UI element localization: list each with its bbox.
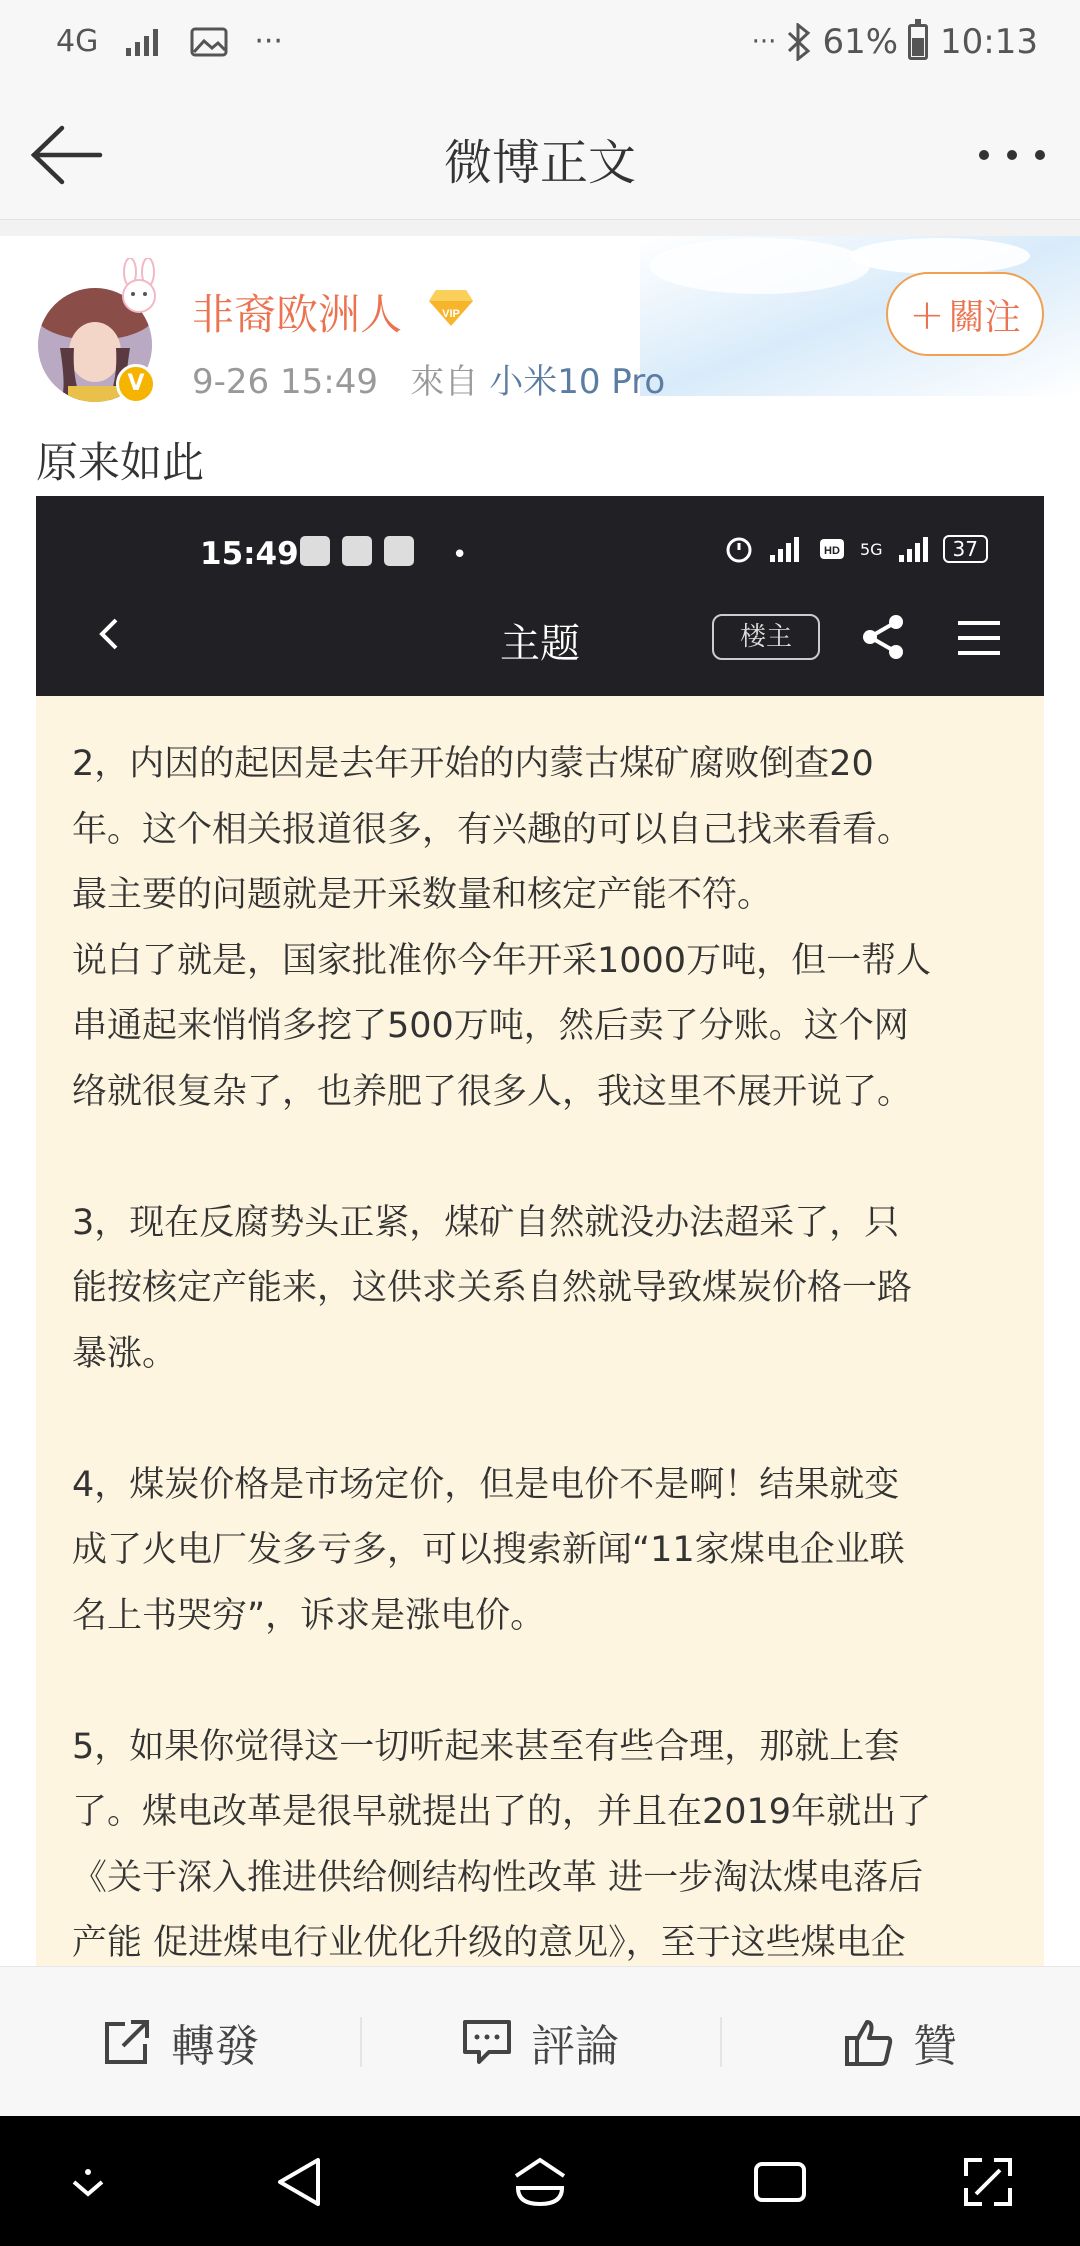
post-text: 原来如此: [36, 438, 205, 487]
vip-diamond-icon[interactable]: [428, 286, 474, 328]
battery-icon: [908, 24, 928, 60]
embedded-title: 主题: [500, 621, 580, 667]
embedded-battery: 37: [943, 535, 988, 563]
paragraph-gap: [72, 1649, 1012, 1715]
article-line: 能按核定产能来，这供求关系自然就导致煤炭价格一路: [72, 1268, 913, 1308]
comment-button[interactable]: [360, 1967, 720, 2116]
article-line: 5，如果你觉得这一切听起来甚至有些合理，那就上套: [72, 1726, 900, 1767]
expand-icon[interactable]: [958, 2152, 1018, 2212]
action-bar: [0, 1966, 1080, 2116]
owner-only-badge: 楼主: [712, 614, 820, 660]
chevron-down-icon[interactable]: [58, 2152, 118, 2212]
gallery-icon: [190, 26, 228, 58]
signal-icon: [897, 535, 929, 563]
embedded-notification-icons: [300, 536, 414, 566]
svg-text:VIP: VIP: [442, 308, 460, 320]
article-line: 3，现在反腐势头正紧，煤矿自然就没办法超采了，只: [72, 1202, 900, 1243]
paragraph-gap: [72, 1125, 1012, 1191]
article-line: 年。这个相关报道很多，有兴趣的可以自己找来看看。: [72, 809, 913, 850]
repost-button[interactable]: [0, 1967, 360, 2116]
svg-text:HD: HD: [824, 545, 840, 557]
comment-icon: [461, 2016, 513, 2068]
thumbs-up-icon: [843, 2016, 895, 2068]
bluetooth-icon: [786, 23, 812, 61]
status-bar: [0, 0, 1080, 90]
embedded-dot: •: [452, 540, 468, 570]
network-indicator: 4G: [56, 24, 99, 59]
comment-label: 評論: [531, 2020, 619, 2072]
status-dots: ···: [751, 27, 777, 57]
post-source[interactable]: 小米10 Pro: [489, 362, 666, 402]
alarm-icon: [724, 534, 754, 564]
status-right: [752, 22, 1038, 62]
article-line: 说白了就是，国家批准你今年开采1000万吨，但一帮人: [72, 940, 932, 981]
battery-percent: 61%: [822, 22, 899, 62]
article-line: 名上书哭穷”，诉求是涨电价。: [72, 1595, 546, 1636]
share-icon: [858, 612, 908, 662]
mi-app-icon: [384, 536, 414, 566]
home-icon[interactable]: [510, 2152, 570, 2212]
embedded-article-text: [72, 732, 1012, 1966]
article-line: 暴涨。: [72, 1333, 178, 1374]
follow-button[interactable]: [886, 272, 1044, 356]
plus-icon: +: [909, 289, 945, 339]
post-card: [0, 236, 1080, 1966]
verified-badge-icon: V: [116, 364, 156, 404]
article-line: 2，内因的起因是去年开始的内蒙古煤矿腐败倒查20: [72, 744, 874, 784]
message-icon: [300, 536, 330, 566]
user-name[interactable]: 非裔欧洲人: [192, 290, 403, 339]
article-line: 最主要的问题就是开采数量和核定产能不符。: [72, 875, 773, 915]
article-line: 络就很复杂了，也养肥了很多人，我这里不展开说了。: [72, 1071, 913, 1112]
article-line: 产能 促进煤电行业优化升级的意见》，至于这些煤电企: [72, 1923, 906, 1963]
menu-icon: [956, 618, 1002, 658]
embedded-status-right: [724, 534, 988, 564]
back-triangle-icon[interactable]: [270, 2152, 330, 2212]
from-label: 來自: [410, 362, 479, 402]
post-meta: [192, 354, 665, 403]
article-line: 4，煤炭价格是市场定价，但是电价不是啊！结果就变: [72, 1464, 900, 1505]
like-button[interactable]: [720, 1967, 1080, 2116]
repost-label: 轉發: [171, 2020, 259, 2072]
article-line: 成了火电厂发多亏多，可以搜索新闻“11家煤电企业联: [72, 1530, 905, 1570]
paragraph-gap: [72, 1387, 1012, 1453]
embedded-clock: 15:49: [200, 536, 299, 572]
signal-icon: [768, 535, 804, 563]
more-dots-icon[interactable]: [972, 120, 1052, 190]
embedded-header: [36, 496, 1044, 696]
repost-icon: [101, 2016, 153, 2068]
embedded-screenshot[interactable]: [36, 496, 1044, 1966]
system-nav-bar: [0, 2116, 1080, 2246]
like-label: 贊: [913, 2020, 957, 2072]
article-line: 串通起来悄悄多挖了500万吨，然后卖了分账。这个网: [72, 1006, 909, 1046]
avatar-area[interactable]: [38, 258, 160, 398]
article-line: 了。煤电改革是很早就提出了的，并且在2019年就出了: [72, 1792, 932, 1832]
bunny-decoration-icon: [116, 258, 162, 314]
signal-icon: [124, 26, 164, 58]
title-bar: [0, 90, 1080, 220]
clock: 10:13: [940, 22, 1038, 62]
status-left: [56, 24, 283, 59]
article-line: 《关于深入推进供给侧结构性改革 进一步淘汰煤电落后: [72, 1857, 924, 1898]
hd-icon: [818, 535, 846, 563]
page-title: 微博正文: [443, 135, 636, 191]
more-notifications: ···: [254, 24, 283, 59]
recent-apps-icon[interactable]: [750, 2152, 810, 2212]
post-date: 9-26 15:49: [192, 362, 378, 402]
mi-app-icon: [342, 536, 372, 566]
embedded-network: 5G: [859, 539, 883, 559]
follow-label: 關注: [948, 296, 1021, 338]
